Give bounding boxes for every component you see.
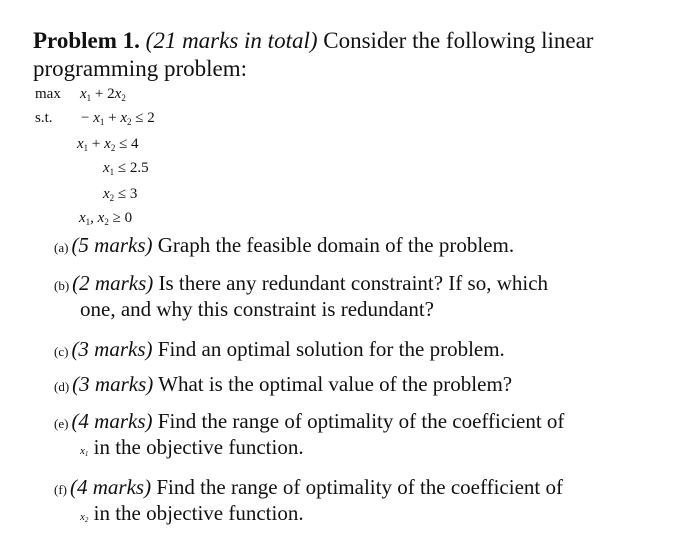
question-d bbox=[54, 371, 512, 400]
question-f-continuation: $x_2$ in the objective function. bbox=[80, 501, 304, 525]
question-marks: (5 marks) bbox=[71, 233, 153, 257]
question-text: Find the range of optimality of the coefficient of bbox=[152, 409, 565, 433]
constraint-3: $x_1 \le 2.5$ bbox=[103, 160, 149, 177]
question-b-continuation: one, and why this constraint is redundant? bbox=[80, 297, 435, 321]
constraint-2: $x_1 + x_2 \le 4$ bbox=[77, 136, 139, 153]
constraint-4: $x_2 \le 3$ bbox=[103, 186, 138, 203]
question-text: Is there any redundant constraint? If so, which bbox=[153, 271, 549, 295]
question-text: What is the optimal value of the problem? bbox=[153, 372, 513, 396]
question-marks: (3 marks) bbox=[72, 372, 154, 396]
problem-heading bbox=[33, 27, 593, 83]
question-a bbox=[54, 232, 514, 261]
problem-intro: Consider the following linear bbox=[323, 28, 594, 53]
constraint-1: − $x_1 + x_2 \le 2$ bbox=[81, 110, 155, 127]
nonnegativity-constraint: $x_1$, $x_2 \ge 0$ bbox=[79, 210, 133, 227]
question-tag: (a) bbox=[54, 240, 69, 255]
question-tag: (b) bbox=[54, 278, 70, 293]
question-b bbox=[54, 270, 548, 299]
objective-keyword: max bbox=[35, 86, 61, 102]
question-text: Find the range of optimality of the coefficient of bbox=[151, 475, 563, 499]
variable-x1: $x_1$ bbox=[80, 445, 89, 458]
question-text: Find an optimal solution for the problem. bbox=[152, 337, 505, 361]
question-marks: (4 marks) bbox=[70, 475, 152, 499]
question-tag: (e) bbox=[54, 416, 69, 431]
question-marks: (4 marks) bbox=[71, 409, 153, 433]
problem-heading-line2: programming problem: bbox=[33, 56, 247, 81]
problem-label: Problem 1. bbox=[33, 28, 140, 53]
variable-x2: $x_2$ bbox=[80, 511, 89, 524]
question-e-continuation: $x_1$ in the objective function. bbox=[80, 435, 304, 459]
question-marks: (3 marks) bbox=[71, 337, 153, 361]
question-marks: (2 marks) bbox=[72, 271, 154, 295]
question-tag: (c) bbox=[54, 344, 69, 359]
question-f bbox=[54, 474, 563, 503]
problem-heading-line1 bbox=[33, 27, 593, 55]
problem-marks: (21 marks in total) bbox=[145, 28, 318, 53]
subject-to-label: s.t. bbox=[35, 110, 53, 126]
question-e bbox=[54, 408, 564, 437]
question-tag: (f) bbox=[54, 482, 67, 497]
question-tag: (d) bbox=[54, 379, 70, 394]
objective-function: $x_1 + 2x_2$ bbox=[80, 86, 126, 103]
question-c bbox=[54, 336, 505, 365]
question-text: Graph the feasible domain of the problem. bbox=[152, 233, 515, 257]
